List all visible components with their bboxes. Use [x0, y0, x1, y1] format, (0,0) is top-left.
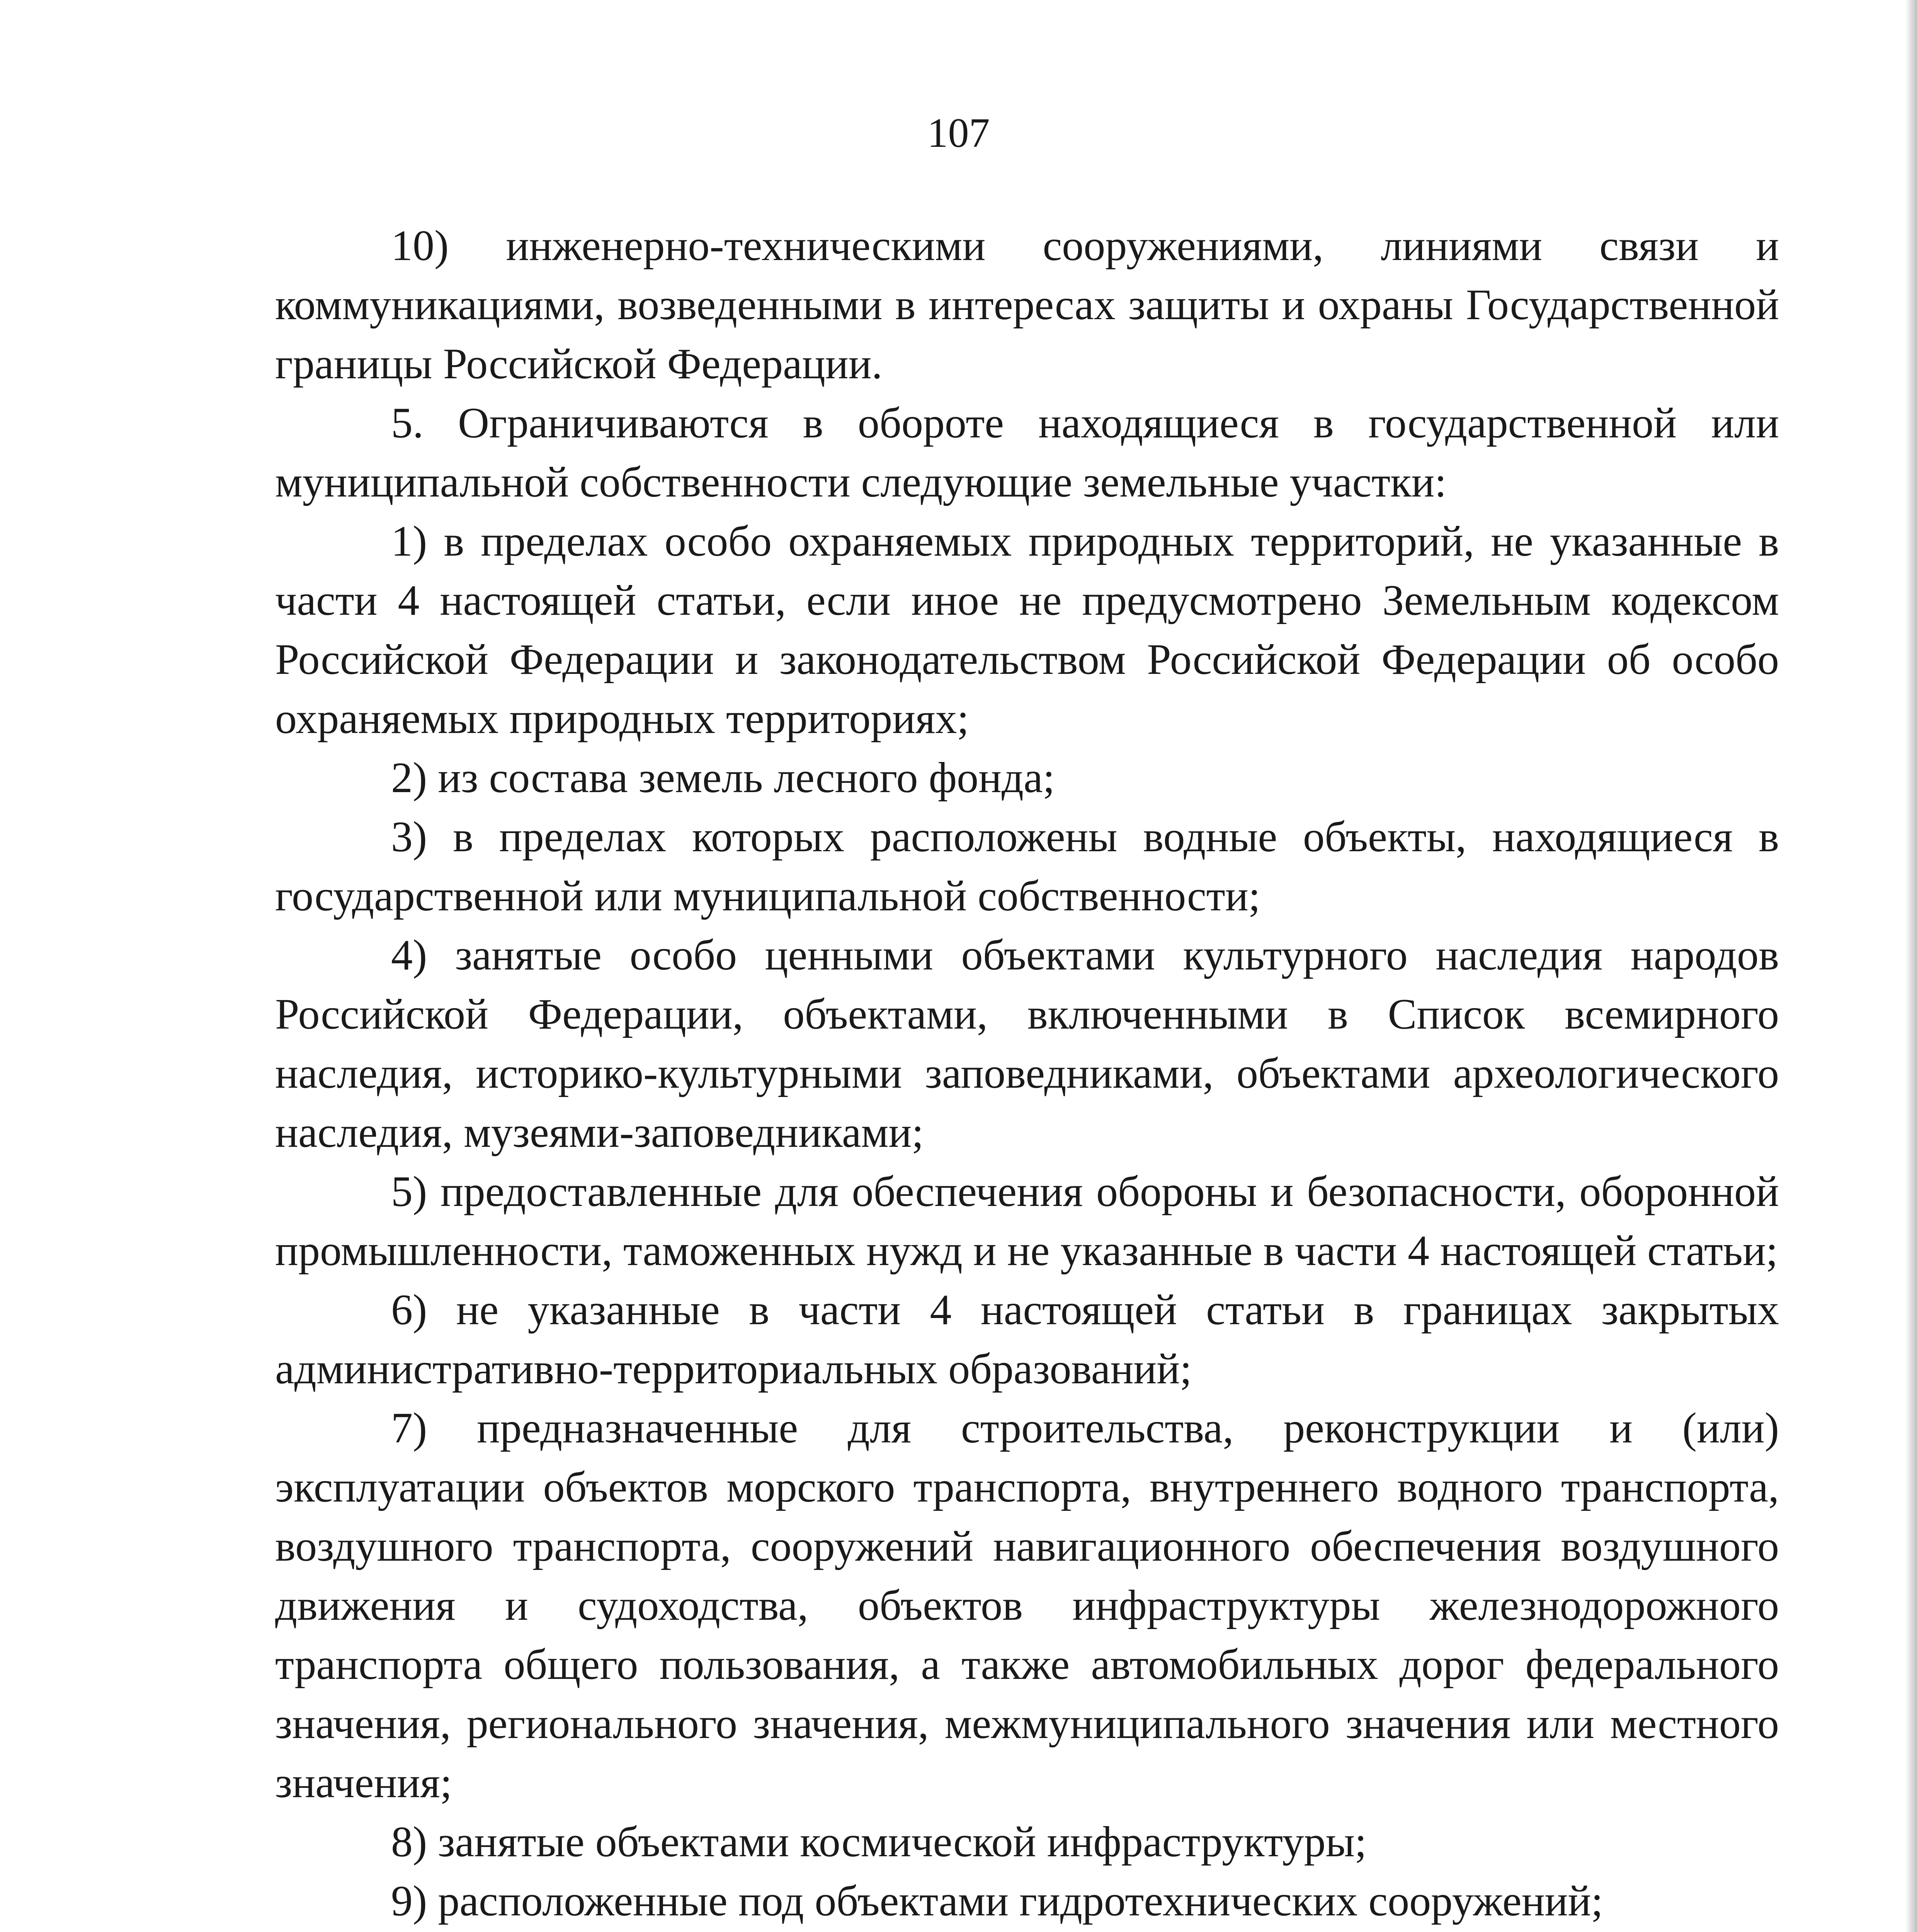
paragraph-item-5-defense: 5) предоставленные для обеспечения обороны и безопасности, оборонной промышленности, таможенных нужд и не указанные в части 4 настоящей статьи; — [275, 1168, 1779, 1275]
paragraph-item-6-closed-territories: 6) не указанные в части 4 настоящей статьи в границах закрытых административно-территориальных образований; — [275, 1286, 1779, 1393]
document-body — [275, 216, 1779, 1932]
paragraph-item-3-water-objects: 3) в пределах которых расположены водные объекты, находящиеся в государственной или муниципальной собственности; — [275, 813, 1779, 920]
paragraph-item-1-protected-territories: 1) в пределах особо охраняемых природных территорий, не указанные в части 4 настоящей статьи, если иное не предусмотрено Земельным кодексом Российской Федерации и законодательством Российской Федерации об особо охраняемых природных территориях; — [275, 517, 1779, 743]
paragraph-part-5-restricted-lands: 5. Ограничиваются в обороте находящиеся в государственной или муниципальной собственности следующие земельные участки: — [275, 399, 1779, 506]
page-edge-shadow — [1905, 0, 1917, 1932]
paragraph-item-8-space-infrastructure: 8) занятые объектами космической инфраструктуры; — [391, 1818, 1367, 1866]
paragraph-item-4-cultural-heritage: 4) занятые особо ценными объектами культурного наследия народов Российской Федерации, объектами, включенными в Список всемирного наследия, историко-культурными заповедниками, объектами археологического наследия, музеями-заповедниками; — [275, 931, 1779, 1156]
paragraph-item-2-forest-fund: 2) из состава земель лесного фонда; — [391, 754, 1055, 802]
paragraph-item-7-transport: 7) предназначенные для строительства, реконструкции и (или) эксплуатации объектов морского транспорта, внутреннего водного транспорта, воздушного транспорта, сооружений навигационного обеспечения воздушного движения и судоходства, объектов инфраструктуры железнодорожного транспорта общего пользования, а также автомобильных дорог федерального значения, регионального значения, межмуниципального значения или местного значения; — [275, 1404, 1779, 1807]
page-number: 107 — [927, 110, 990, 156]
paragraph-item-9-hydraulic-structures: 9) расположенные под объектами гидротехнических сооружений; — [391, 1877, 1603, 1925]
paragraph-item-10-border-structures: 10) инженерно-техническими сооружениями, линиями связи и коммуникациями, возведенными в интересах защиты и охраны Государственной границы Российской Федерации. — [275, 222, 1779, 388]
